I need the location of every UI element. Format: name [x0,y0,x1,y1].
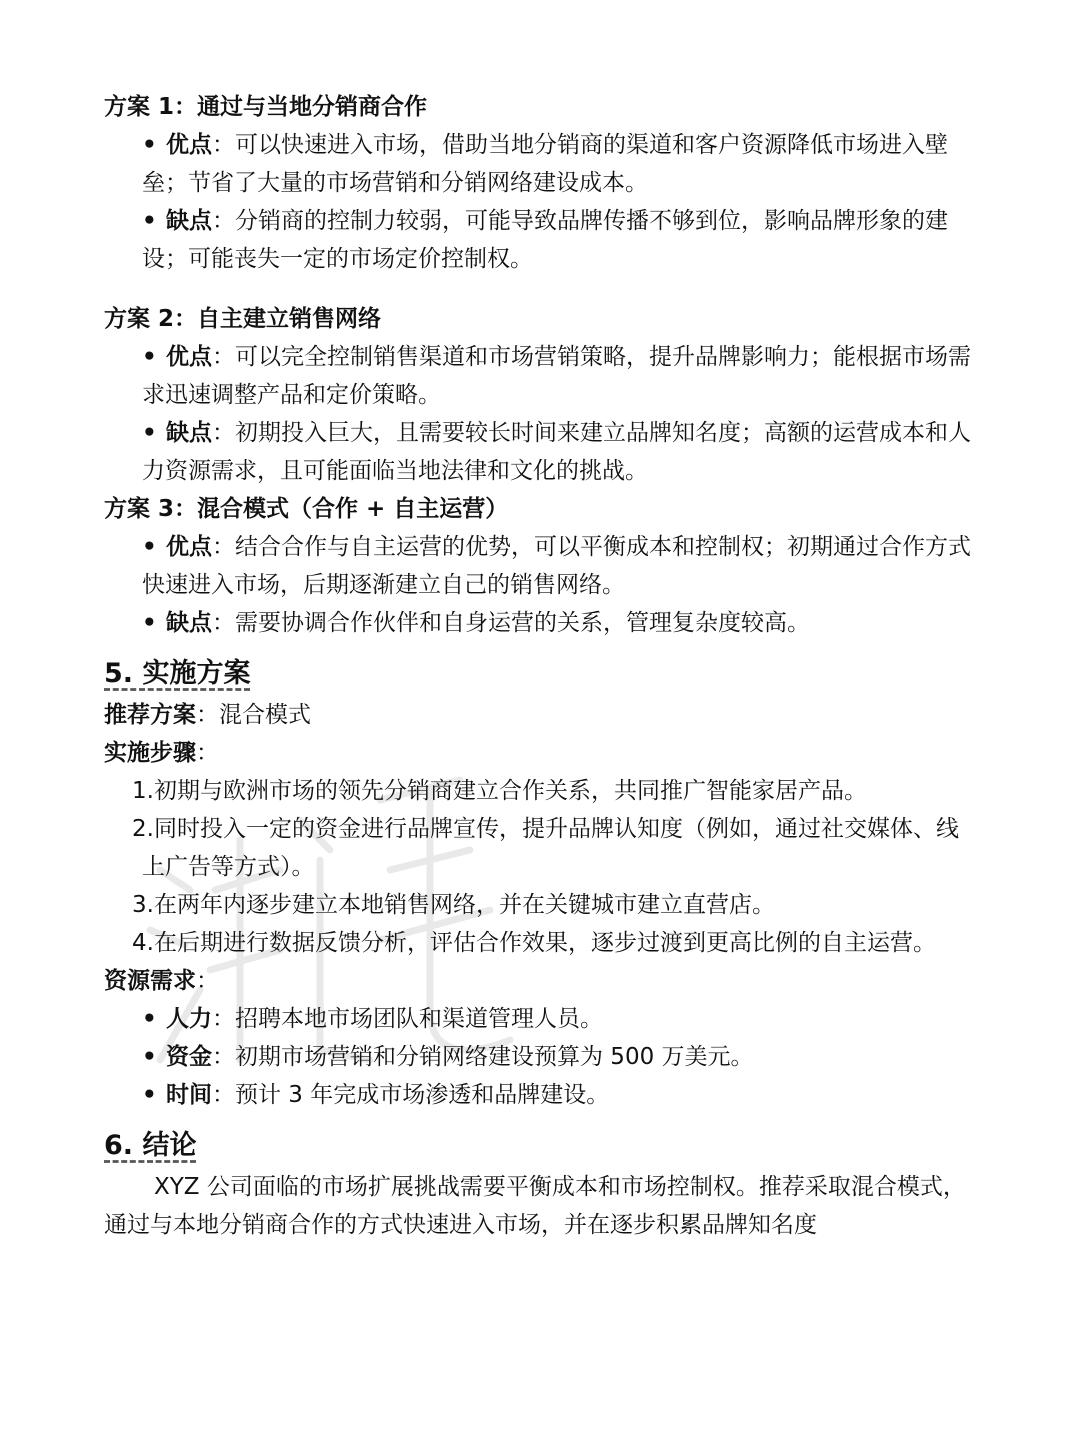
pros-label: 优点 [166,534,212,560]
pros-label: 优点 [166,344,212,370]
bullet-icon: • [142,344,157,370]
list-item [104,1076,980,1114]
recommend-label: 推荐方案 [104,702,196,728]
resource-label: 资金 [166,1044,212,1070]
option3-title: 方案 3：混合模式（合作 + 自主运营） [104,496,509,522]
pros-label: 优点 [166,132,212,158]
resource-label: 人力 [166,1006,212,1032]
list-item [104,528,980,604]
bullet-icon: • [142,420,157,446]
recommend-line [104,696,980,734]
cons-label: 缺点 [166,420,212,446]
list-item: 4.在后期进行数据反馈分析，评估合作效果，逐步过渡到更高比例的自主运营。 [132,930,936,956]
list-item [104,414,980,490]
list-item [104,202,980,278]
section5-heading: 5. 实施方案 [104,658,251,689]
pros-text: ：可以快速进入市场，借助当地分销商的渠道和客户资源降低市场进入壁垒；节省了大量的市场营销和分销网络建设成本。 [142,132,948,196]
document-page [104,88,980,1244]
resource-text: ：初期市场营销和分销网络建设预算为 500 万美元。 [212,1044,754,1070]
resources-colon: ： [196,968,219,994]
steps-line [104,734,980,772]
bullet-icon: • [142,610,157,636]
bullet-icon: • [142,1006,157,1032]
list-item: 3.在两年内逐步建立本地销售网络，并在关键城市建立直营店。 [132,892,775,918]
steps-list [104,772,980,962]
bullet-icon: • [142,534,157,560]
bullet-icon: • [142,208,157,234]
resources-list [104,1000,980,1114]
steps-colon: ： [196,740,219,766]
list-item [104,338,980,414]
recommend-text: ：混合模式 [196,702,311,728]
bullet-icon: • [142,1082,157,1108]
resource-label: 时间 [166,1082,212,1108]
resources-label: 资源需求 [104,968,196,994]
cons-label: 缺点 [166,208,212,234]
option1-list [104,126,980,278]
steps-label: 实施步骤 [104,740,196,766]
resource-text: ：招聘本地市场团队和渠道管理人员。 [212,1006,603,1032]
list-item [104,1000,980,1038]
option1-title: 方案 1：通过与当地分销商合作 [104,94,428,120]
option3-list [104,528,980,642]
conclusion-paragraph: XYZ 公司面临的市场扩展挑战需要平衡成本和市场控制权。推荐采取混合模式，通过与本地分销商合作的方式快速进入市场，并在逐步积累品牌知名度 [104,1174,966,1238]
bullet-icon: • [142,1044,157,1070]
cons-text: ：初期投入巨大，且需要较长时间来建立品牌知名度；高额的运营成本和人力资源需求，且可能面临当地法律和文化的挑战。 [142,420,971,484]
pros-text: ：可以完全控制销售渠道和市场营销策略，提升品牌影响力；能根据市场需求迅速调整产品和定价策略。 [142,344,971,408]
pros-text: ：结合合作与自主运营的优势，可以平衡成本和控制权；初期通过合作方式快速进入市场，后期逐渐建立自己的销售网络。 [142,534,971,598]
list-item [104,1038,980,1076]
list-item: 1.初期与欧洲市场的领先分销商建立合作关系，共同推广智能家居产品。 [132,778,867,804]
section6-heading: 6. 结论 [104,1130,197,1161]
option2-list [104,338,980,490]
cons-label: 缺点 [166,610,212,636]
list-item [104,604,980,642]
list-item: 2.同时投入一定的资金进行品牌宣传，提升品牌认知度（例如，通过社交媒体、线上广告等方式）。 [132,816,959,880]
resources-line [104,962,980,1000]
cons-text: ：分销商的控制力较弱，可能导致品牌传播不够到位，影响品牌形象的建设；可能丧失一定的市场定价控制权。 [142,208,948,272]
cons-text: ：需要协调合作伙伴和自身运营的关系，管理复杂度较高。 [212,610,810,636]
option2-title: 方案 2：自主建立销售网络 [104,306,382,332]
bullet-icon: • [142,132,157,158]
list-item [104,126,980,202]
resource-text: ：预计 3 年完成市场渗透和品牌建设。 [212,1082,610,1108]
